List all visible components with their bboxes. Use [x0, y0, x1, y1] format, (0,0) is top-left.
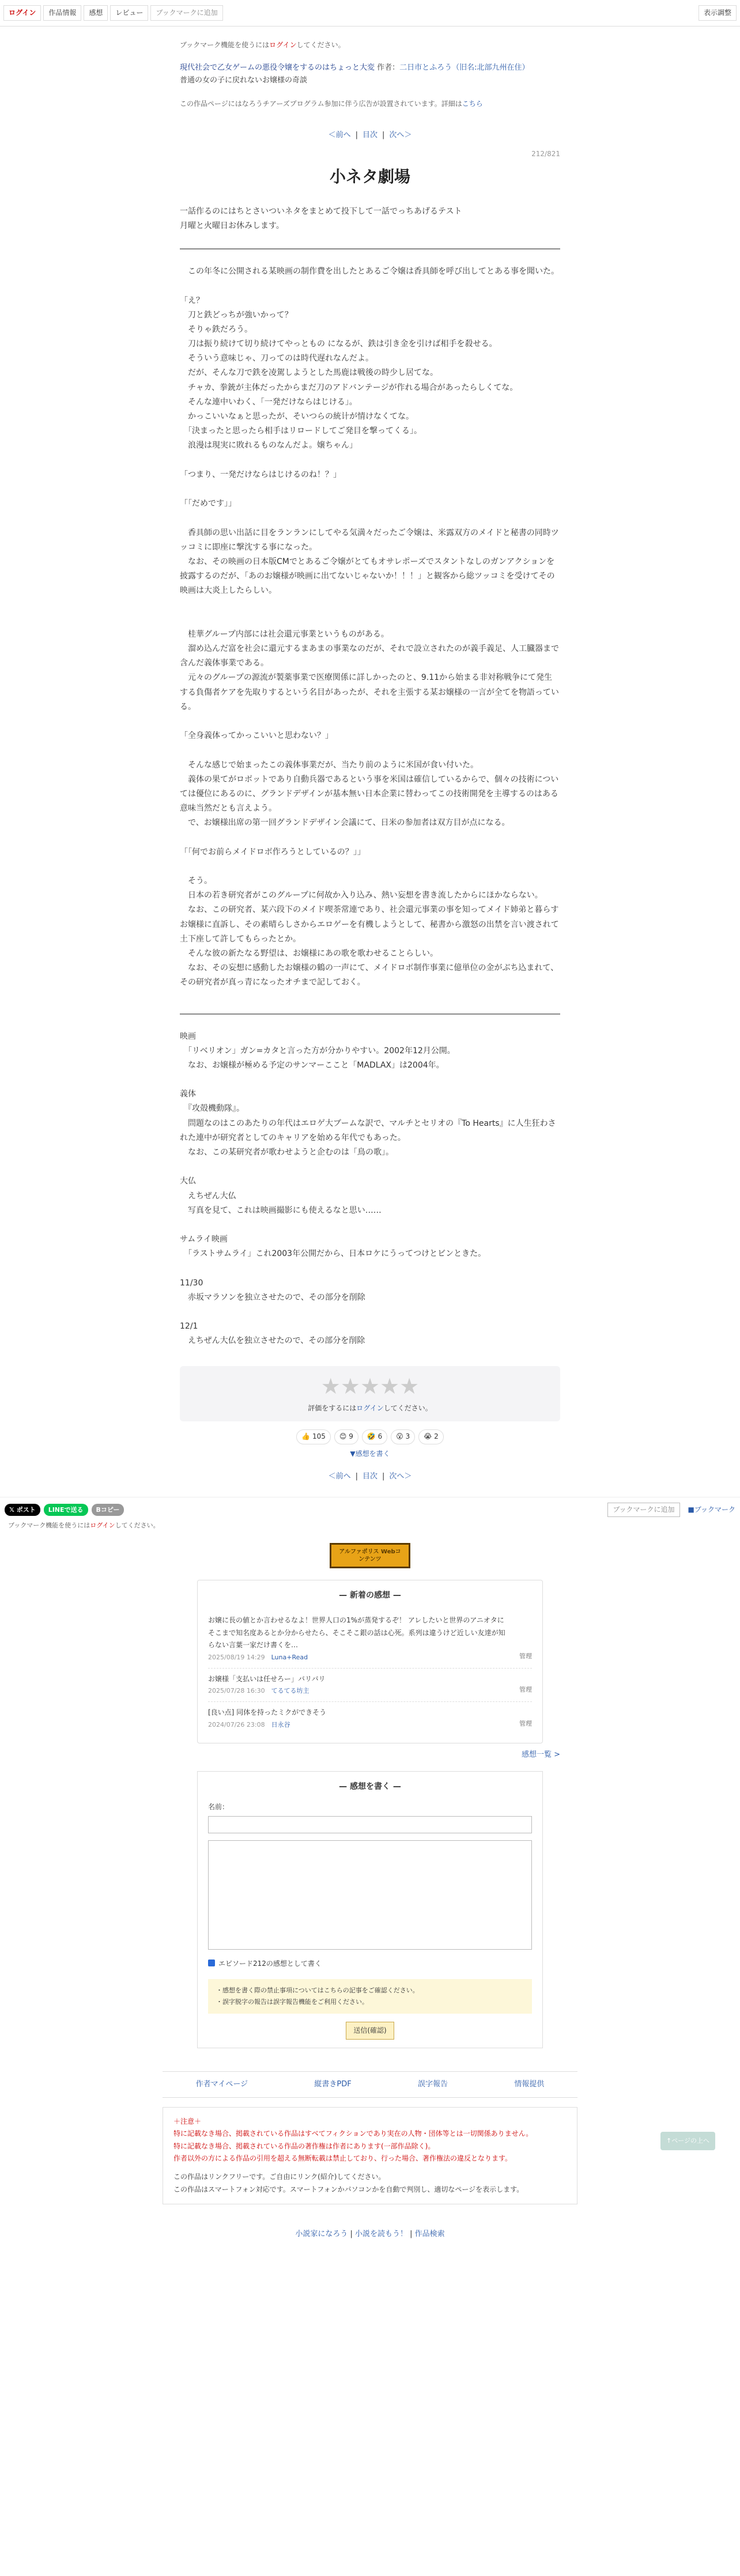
top-bar [0, 0, 740, 27]
next-link[interactable]: 次へ＞ [389, 1472, 412, 1481]
form-notes [208, 1979, 532, 2014]
preface: 一話作るのにはちとさいついネタをまとめて投下して一話でっちあげるテスト 月曜と火曜日お休みします。 [180, 206, 462, 230]
search-link[interactable]: 作品検索 [414, 2230, 445, 2239]
reaction-cry[interactable]: 😭 2 [418, 1429, 443, 1444]
top-pager [180, 128, 560, 142]
login-link[interactable]: ログイン [269, 41, 297, 49]
notice-heading: ＋注意＋ [173, 2117, 202, 2125]
body-paragraph: 桂華グループ内部には社会還元事業というものがある。 溜め込んだ富を社会に還元するまあまの事業なのだが、それで設立されたのが義手義足、人工臓器まで含んだ義体事業である。 元々のグループの源流が製薬事業で医療関係に詳しかったのと、9.11から始まる非対称戦争にて発生する負傷者ケアを先取りするという名目があったが、それを主張する某お嬢様の一言が全てを物語っている。 [180, 629, 559, 712]
bottom-pager [180, 1470, 560, 1483]
form-note: ・誤字脱字の報告は誤字報告機能をご利用ください。 [216, 1998, 368, 2006]
next-link[interactable]: 次へ＞ [389, 131, 412, 140]
form-note: ・感想を書く際の禁止事項についてはこちらの記事をご確認ください。 [216, 1987, 419, 1995]
series-title-link[interactable]: 現代社会で乙女ゲームの悪役令嬢をするのはちょっと大変 [180, 63, 375, 72]
checkbox-icon[interactable] [208, 1960, 215, 1966]
rating-note-suffix: してください。 [383, 1404, 432, 1412]
link-sep: | [407, 2230, 415, 2239]
work-info-button[interactable]: 作品情報 [43, 5, 81, 21]
star-icon[interactable]: ★ [360, 1373, 380, 1399]
afterword-paragraph: 12/1 えちぜん大仏を独立させたので、その部分を削除 [180, 1322, 365, 1346]
write-impression-link[interactable]: ▼感想を書く [350, 1450, 390, 1458]
toc-link[interactable]: 目次 [362, 1472, 377, 1481]
impression-item [208, 1610, 532, 1669]
prev-link[interactable]: ＜前へ [328, 1472, 351, 1481]
rating-note [180, 1402, 560, 1415]
x-post-button[interactable]: 𝕏 ポスト [5, 1504, 40, 1516]
info-provide-link[interactable]: 情報提供 [514, 2080, 545, 2089]
author-link[interactable]: 二日市とふろう（旧名:北部九州在住） [399, 63, 530, 72]
review-button[interactable]: レビュー [110, 5, 148, 21]
login-note [180, 39, 560, 52]
divider [180, 248, 560, 249]
pager-sep: | [382, 131, 385, 140]
latest-impressions [197, 1580, 543, 1744]
bottom-links [163, 2227, 577, 2241]
bookmark-add-button[interactable]: ブックマークに追加 [150, 5, 222, 21]
reaction-smile[interactable]: 😊 9 [334, 1429, 358, 1444]
body-paragraph: 「え？ 刀と鉄どっちが強いかって？ そりゃ鉄だろう。 刀は振り続けて切り続けてやっともの になるが、鉄は引き金を引けば相手を殺せる。 そういう意味じゃ、刀ってのは時代遅れなんだよ。 だが、そんな刀で鉄を凌駕しようとした馬鹿は戦後の時少し居てな。 チャカ、拳銃が主体だったからまだ刀のアドバンテージが作れる場合があったらしくてな。 そんな連中いわく、「一発だけならはじける」。 かっこいいなぁと思ったが、そいつらの統计が情けなくてな。 「決まったと思ったら相手はリロードしてご発目を撃ってくる」。 浪漫は現実に敗れるものなんだよ。嬢ちゃん」 [180, 296, 518, 451]
notice-line: この作品はスマートフォン対応です。スマートフォンかパソコンかを自動で判別し、適切なページを表示します。 [173, 2185, 524, 2193]
reaction-laugh[interactable]: 🤣 6 [362, 1429, 387, 1444]
episode-number: 212/821 [531, 149, 560, 158]
notice-line: 作者以外の方による作品の引用を超える無断転載は禁止しており、行った場合、著作権法の違反となります。 [173, 2154, 512, 2163]
display-settings-button[interactable]: 表示調整 [699, 5, 737, 21]
login-note-text: ブックマーク機能を使うには [180, 41, 270, 49]
impression-user[interactable]: Luna+Read [271, 1653, 308, 1661]
episode-title: 小ネタ劇場 [329, 167, 410, 187]
reaction-bar [180, 1429, 560, 1444]
line-share-button[interactable]: LINEで送る [44, 1504, 88, 1516]
divider [180, 1013, 560, 1015]
yomou-link[interactable]: 小説を読もう！ [354, 2230, 407, 2239]
impression-date: 2025/08/19 14:29 [208, 1653, 265, 1661]
author-label: 作者： [377, 63, 400, 72]
series-subtitle: 普通の女の子に戻れないお嬢様の奇談 [180, 76, 308, 85]
login-note-2-text: ブックマーク機能を使うには [8, 1521, 90, 1529]
prev-link[interactable]: ＜前へ [328, 131, 351, 140]
name-input[interactable] [208, 1816, 532, 1833]
typo-report-link[interactable]: 誤字報告 [418, 2080, 448, 2089]
impression-text: お嬢に長の値とか言わせるなよ！世界人口の1%が蒸発するぞ！ アレしたいと世界のアニオタにそこまで知名度あるとか分からせたら、そこそこ銀の話は心死。系列は違うけど近しい友達が知らない言葉一家だけ書くを… [208, 1616, 505, 1650]
rating-login-link[interactable]: ログイン [356, 1404, 384, 1412]
impression-form [197, 1771, 543, 2049]
star-rating[interactable] [180, 1375, 560, 1399]
login-button[interactable]: ログイン [3, 5, 41, 21]
alphapolis-banner[interactable]: アルファポリス Webコンテンツ [330, 1543, 410, 1568]
impressions-list-link[interactable]: 感想一覧 > [521, 1750, 560, 1760]
impression-date: 2024/07/26 23:08 [208, 1720, 265, 1728]
episode-checkbox-row[interactable] [208, 1958, 532, 1970]
author-mypage-link[interactable]: 作者マイページ [195, 2080, 248, 2089]
body-paragraph: 「全身義体ってかっこいいと思わない？」 [180, 731, 333, 741]
affiliate-link[interactable]: こちら [462, 99, 483, 108]
report-link[interactable]: 管理 [519, 1686, 532, 1694]
body-paragraph: 香具師の思い出話に目をランランにしてやる気満々だったご令嬢は、米露双方のメイドと秘書の同時ツッコミに即座に撃沈する事になった。 なお、その映画の日本版CMでとあるご令嬢がとてもオサレポーズでスタントなしのガンアクションを披露するのだが、「あのお嬢様が映画に出てないじゃないか！！！」と観客から総ツッコミを受けてその映画は大炎上したらしい。 [180, 528, 559, 596]
narou-link[interactable]: 小説家になろう [295, 2230, 348, 2239]
star-icon[interactable]: ★ [320, 1373, 341, 1399]
reaction-surprise[interactable]: 😮 3 [391, 1429, 415, 1444]
afterword-paragraph: 義体 『攻殻機動隊』。 問題なのはこのあたりの年代はエロゲ大ブームな訳で、マルチとセリオの『To Hearts』に人生狂わされた連中が研究者としてのキャリアを始める年代でもあった。 なお、この某研究者が歌わせようと企むのは「鳥の歌」。 [180, 1090, 556, 1157]
share-bar [0, 1497, 740, 1516]
name-label: 名前： [208, 1802, 229, 1811]
impressions-heading: — 新着の感想 — [339, 1590, 401, 1600]
bookmark-link[interactable]: ■ブックマーク [688, 1505, 735, 1514]
impression-textarea[interactable] [208, 1840, 532, 1950]
body-paragraph: 「つまり、一発だけならはじけるのね！？」 [180, 470, 341, 479]
report-link[interactable]: 管理 [519, 1719, 532, 1727]
rating-note-text: 評価をするには [308, 1404, 357, 1412]
afterword-paragraph: 11/30 赤坂マラソンを独立させたので、その部分を削除 [180, 1278, 365, 1302]
episode-body [180, 264, 560, 990]
notice-line: 特に記載なき場合、掲載されている作品の著作権は作者にあります(一部作品除く)。 [173, 2142, 435, 2150]
footer-links [163, 2071, 577, 2097]
submit-button[interactable]: 送信(確認) [346, 2022, 394, 2040]
login-note-suffix: してください。 [296, 41, 345, 49]
afterword-paragraph: 映画 「リベリオン」ガン=カタと言った方が分かりやすい。2002年12月公開。 なお、お嬢様が極める予定のサンマーここと「MADLAX」は2004年。 [180, 1031, 455, 1070]
reaction-like[interactable]: 👍 105 [296, 1429, 331, 1444]
body-paragraph: 「「だめです」」 [180, 499, 236, 509]
login-note-2 [0, 1516, 740, 1531]
page-top-button[interactable]: ↑ページの上へ [660, 2132, 715, 2150]
impression-user[interactable]: てるてる坊主 [271, 1687, 309, 1695]
copy-button[interactable]: Bコピー [92, 1504, 124, 1516]
notice-line: この作品はリンクフリーです。ご自由にリンク(紹介)してください。 [173, 2173, 386, 2181]
afterword-paragraph: 大仏 えちぜん大仏 写真を見て、これは映画撮影にも使えるなと思い…… [180, 1177, 382, 1215]
form-heading: — 感想を書く — [339, 1781, 401, 1791]
login-note-2-suffix: してください。 [115, 1521, 160, 1529]
impression-text: お嬢様「支払いは任せろー」バリバリ [208, 1674, 326, 1683]
impression-item [208, 1702, 532, 1735]
star-icon[interactable]: ★ [340, 1373, 360, 1399]
impression-user[interactable]: 日永谷 [271, 1720, 290, 1728]
star-icon[interactable]: ★ [399, 1373, 420, 1399]
afterword-paragraph: サムライ映画 「ラストサムライ」これ2003年公開だから、日本ロケにうってつけとビンときた。 [180, 1235, 486, 1259]
star-icon[interactable]: ★ [380, 1373, 400, 1399]
notice-line: 特に記載なき場合、掲載されている作品はすべてフィクションであり実在の人物・団体等とは一切関係ありません。 [173, 2129, 533, 2138]
pager-sep: | [355, 131, 358, 140]
affiliate-note [180, 98, 560, 111]
body-paragraph: 「「何でお前らメイドロボ作ろうとしているの？」」 [180, 847, 365, 857]
impression-date: 2025/07/28 16:30 [208, 1687, 265, 1695]
rating-panel [180, 1366, 560, 1422]
login-link-2[interactable]: ログイン [90, 1521, 115, 1529]
bookmark-add-button-2[interactable]: ブックマークに追加 [607, 1503, 679, 1518]
notice-box [163, 2107, 577, 2205]
vertical-pdf-link[interactable]: 縦書きPDF [314, 2080, 352, 2089]
body-paragraph: そんな感じで始まったこの義体事業だが、当たり前のように米国が食い付いた。 義体の果てがロボットであり自動兵器であるという事を米国は確信しているからで、個々の技術については優位にあるのに、グランドデザインが基本無い日本企業に替わってこの技術開発を主導するのはある意味当然だとも言えよう。 で、お嬢様出席の第一回グランドデザイン会議にて、日米の参加者は双方目が点になる。 [180, 760, 559, 828]
affiliate-text: この作品ページにはなろうチアーズプログラム参加に伴う広告が設置されています。詳細は [180, 99, 462, 108]
pager-sep: | [382, 1472, 385, 1481]
toc-link[interactable]: 目次 [362, 131, 377, 140]
body-paragraph: そう。 日本の若き研究者がこのグループに何故か入り込み、熱い妄想を書き流したからにほかならない。 なお、この研究者、某六段下のメイド喫茶常連であり、社会還元事業の事を知ってメイド姉弟と暮らすお嬢様に直訴し、その素晴らしさからエロゲーを有機しようとして、秘書から激怒の出禁を言い渡されて土下座して許してもらったとか。 そんな彼の新たなる野望は、お嬢様にあの歌を歌わせることらしい。 なお、その妄想に感動したお嬢様の鶴の一声にて、メイドロボ制作事業に億単位の金がぶち込まれて、その研究者が真っ青になったオチまで記しておく。 [180, 876, 559, 988]
impressions-button[interactable]: 感想 [84, 5, 108, 21]
link-sep: | [348, 2230, 355, 2239]
afterword [180, 1030, 560, 1349]
body-paragraph: この年冬に公開される某映画の制作費を出したとあるご令嬢は香具師を呼び出してとある事を聞いた。 [180, 267, 559, 277]
checkbox-label: エピソード212の感想として書く [218, 1959, 322, 1968]
impression-item [208, 1669, 532, 1702]
pager-sep: | [355, 1472, 358, 1481]
impression-text: [良い点] 同体を持ったミクができそう [208, 1708, 327, 1716]
report-link[interactable]: 管理 [519, 1652, 532, 1660]
